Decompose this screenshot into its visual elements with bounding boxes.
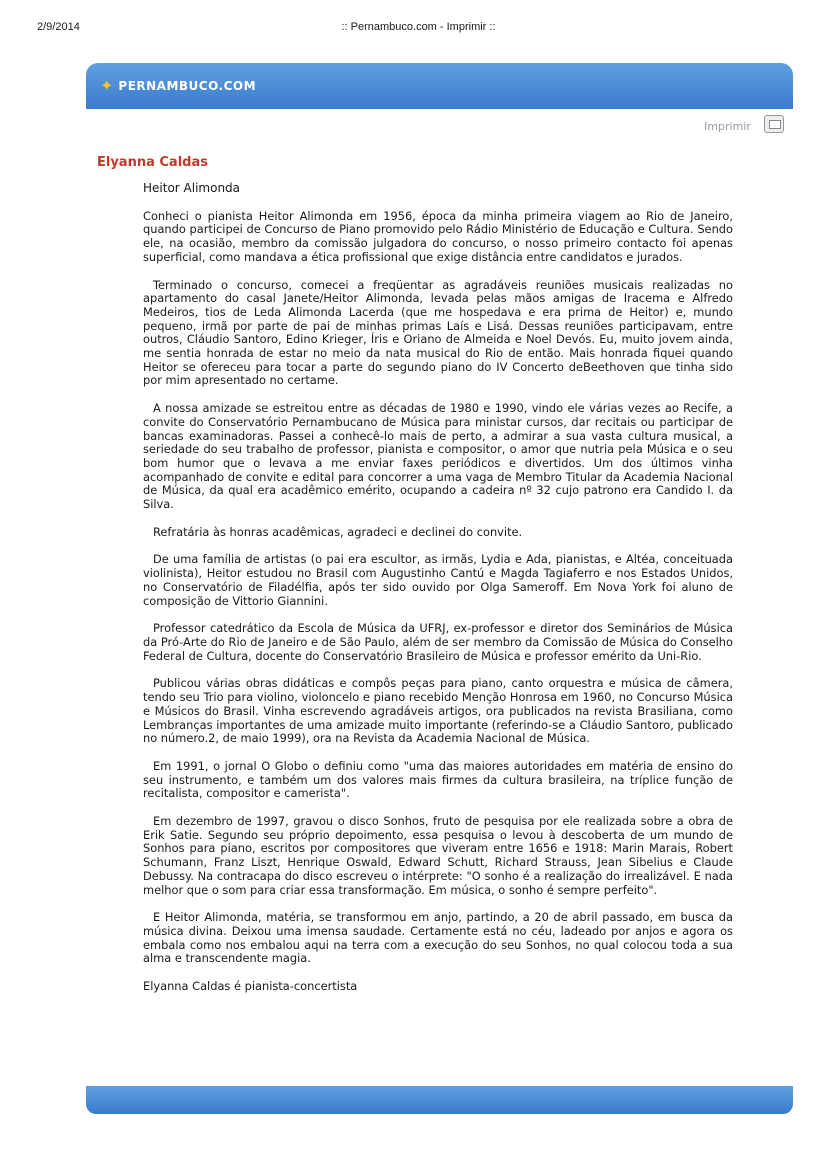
- article-body: [143, 182, 733, 1008]
- print-date: 2/9/2014: [37, 21, 80, 33]
- article-paragraph: A nossa amizade se estreitou entre as décadas de 1980 e 1990, vindo ele várias vezes ao Recife, a convite do Conservatório Pernambucano de Música para ministar cursos, dar recitais ou participar de bancas examinadoras. Passei a conhecê-lo mais de perto, a admirar a sua vasta cultura musical, a seriedade do seu trabalho de professor, pianista e compositor, o amor que nutria pela Música e o seu bom humor que o levava a me enviar faxes periódicos e divertidos. Um dos últimos vinha acompanhado de convite e edital para concorrer a uma vaga de Membro Titular da Academia Nacional de Música, da qual era acadêmico emérito, ocupando a cadeira nº 32 cujo patrono era Candido I. da Silva.: [143, 401, 733, 512]
- site-header-banner: [86, 63, 793, 109]
- article-paragraph: Terminado o concurso, comecei a freqüentar as agradáveis reuniões musicais realizadas no apartamento do casal Janete/Heitor Alimonda, levada pelas mãos amigas de Iracema e Alfredo Medeiros, tios de Leda Alimonda Lacerda (que me hospedava e era prima de Heitor) e, mundo pequeno, irmã por parte de pai de minhas primas Laís e Lisá. Dessas reuniões participavam, entre outros, Cláudio Santoro, Edino Krieger, Íris e Oriano de Almeida e Noel Devós. Eu, muito jovem ainda, me sentia honrada de estar no meio da nata musical do Rio de então. Mais honrada fiquei quando Heitor se ofereceu para tocar a parte do segundo piano do IV Concerto deBeethoven que tinha sido por mim apresentado no certame.: [143, 277, 733, 388]
- article-paragraph: Em dezembro de 1997, gravou o disco Sonhos, fruto de pesquisa por ele realizada sobre a obra de Erik Satie. Segundo seu próprio depoimento, essa pesquisa o levou à descoberta de um mundo de Sonhos para piano, escritos por compositores que viveram entre 1656 e 1918: Marin Marais, Robert Schumann, Franz Liszt, Henrique Oswald, Edward Schutt, Richard Strauss, Jean Sibelius e Claude Debussy. Na contracapa do disco escreveu o intérprete: "O sonho é a realização do irrealizável. E nada melhor que o som para criar essa transformação. Em música, o sonho é sempre perfeito".: [143, 814, 733, 897]
- article-paragraph: Publicou várias obras didáticas e compôs peças para piano, canto orquestra e música de câmera, tendo seu Trio para violino, violoncelo e piano recebido Menção Honrosa em 1960, no Concurso Música e Músicos do Brasil. Vinha escrevendo agradáveis artigos, ora publicados na revista Brasiliana, como Lembranças importantes de uma amizade muito importante (referindo-se a Cláudio Santoro, publicado no número.2, de maio 1999), ora na Revista da Academia Nacional de Música.: [143, 676, 733, 746]
- article-paragraph: Professor catedrático da Escola de Música da UFRJ, ex-professor e diretor dos Seminários de Música da Pró-Arte do Rio de Janeiro e de São Paulo, além de ser membro da Comissão de Música do Conselho Federal de Cultura, docente do Conservatório Brasileiro de Música e professor emérito da Uni-Rio.: [143, 621, 733, 663]
- print-link[interactable]: Imprimir: [704, 120, 751, 133]
- printer-icon[interactable]: [764, 115, 784, 133]
- article-title: Heitor Alimonda: [143, 181, 241, 195]
- article-paragraph: Em 1991, o jornal O Globo o definiu como "uma das maiores autoridades em matéria de ensino do seu instrumento, e também um dos valores mais firmes da cultura brasileira, na tríplice função de recitalista, compositor e camerista".: [143, 758, 733, 801]
- star-icon: ✦: [100, 76, 114, 95]
- site-logo-text[interactable]: PERNAMBUCO.COM: [118, 79, 257, 93]
- article-paragraph: E Heitor Alimonda, matéria, se transformou em anjo, partindo, a 20 de abril passado, em busca da música divina. Deixou uma imensa saudade. Certamente está no céu, ladeado por anjos e agora os embala como nos embalou aqui na terra com a execução do seu Sonhos, no qual colocou toda a sua alma e transcendente magia.: [143, 910, 733, 966]
- site-footer-banner: [86, 1086, 793, 1114]
- article-paragraph: Refratária às honras acadêmicas, agradeci e declinei do convite.: [153, 524, 523, 539]
- author-signature: Elyanna Caldas é pianista-concertista: [143, 979, 358, 994]
- article-paragraph: De uma família de artistas (o pai era escultor, as irmãs, Lydia e Ada, pianistas, e Altéa, conceituada violinista), Heitor estudou no Brasil com Augustinho Cantú e Magda Tagiaferro e nos Estados Unidos, no Conservatório de Filadélfia, após ter sido ouvido por Olga Sameroff. Em Nova York foi aluno de composição de Vittorio Giannini.: [143, 552, 733, 608]
- author-heading: Elyanna Caldas: [97, 155, 208, 170]
- print-page-title: :: Pernambuco.com - Imprimir ::: [341, 21, 496, 33]
- article-paragraph: Conheci o pianista Heitor Alimonda em 1956, época da minha primeira viagem ao Rio de Janeiro, quando participei de Concurso de Piano promovido pelo Rádio Ministério de Educação e Cultura. Sendo ele, na ocasião, membro da comissão julgadora do concurso, o nosso primeiro contacto foi apenas superficial, como mandava a ética profissional que exige distância entre candidatos e jurados.: [143, 208, 733, 264]
